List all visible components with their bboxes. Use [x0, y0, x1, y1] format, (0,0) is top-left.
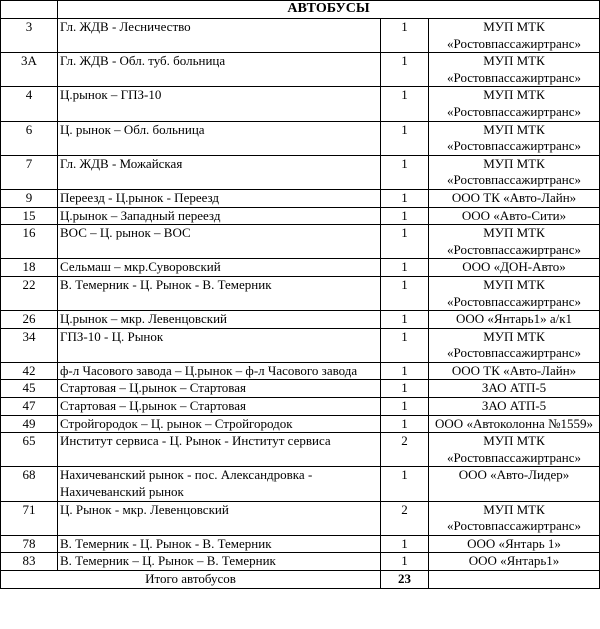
table-row: [1, 53, 600, 87]
table-row: [1, 501, 600, 535]
operator-name: МУП МТК «Ростовпассажиртранс»: [429, 121, 600, 155]
route-name: ГПЗ-10 - Ц. Рынок: [58, 328, 381, 362]
operator-name: МУП МТК «Ростовпассажиртранс»: [429, 328, 600, 362]
table-row: [1, 362, 600, 380]
route-name: Гл. ЖДВ - Можайская: [58, 155, 381, 189]
route-name: Стартовая – Ц.рынок – Стартовая: [58, 398, 381, 416]
operator-name: МУП МТК «Ростовпассажиртранс»: [429, 87, 600, 121]
table-row: [1, 415, 600, 433]
route-number: 22: [1, 276, 58, 310]
operator-name: МУП МТК «Ростовпассажиртранс»: [429, 53, 600, 87]
table-row: [1, 276, 600, 310]
route-name: Гл. ЖДВ - Лесничество: [58, 19, 381, 53]
operator-name: ООО «ДОН-Авто»: [429, 259, 600, 277]
table-row: [1, 225, 600, 259]
bus-count: 1: [381, 415, 429, 433]
table-title: АВТОБУСЫ: [58, 1, 600, 19]
bus-count: 2: [381, 433, 429, 467]
table-row: [1, 398, 600, 416]
operator-name: МУП МТК «Ростовпассажиртранс»: [429, 276, 600, 310]
route-name: Ц.рынок – Западный переезд: [58, 207, 381, 225]
bus-count: 1: [381, 259, 429, 277]
route-number: 4: [1, 87, 58, 121]
bus-count: 1: [381, 467, 429, 501]
bus-count: 1: [381, 535, 429, 553]
route-name: В. Темерник - Ц. Рынок - В. Темерник: [58, 276, 381, 310]
title-row: [1, 1, 600, 19]
table-row: [1, 155, 600, 189]
table-row: [1, 433, 600, 467]
operator-name: ООО ТК «Авто-Лайн»: [429, 189, 600, 207]
bus-count: 1: [381, 53, 429, 87]
operator-name: МУП МТК «Ростовпассажиртранс»: [429, 501, 600, 535]
operator-name: ООО «Авто-Лидер»: [429, 467, 600, 501]
operator-name: ООО «Автоколонна №1559»: [429, 415, 600, 433]
table-row: [1, 467, 600, 501]
table-row: [1, 553, 600, 571]
table-row: [1, 259, 600, 277]
bus-count: 1: [381, 276, 429, 310]
route-number: 42: [1, 362, 58, 380]
route-name: Нахичеванский рынок - пос. Александровка - Нахичеванский рынок: [58, 467, 381, 501]
total-empty-cell: [429, 571, 600, 589]
bus-count: 1: [381, 87, 429, 121]
route-name: В. Темерник - Ц. Рынок - В. Темерник: [58, 535, 381, 553]
route-number: 49: [1, 415, 58, 433]
operator-name: ООО «Янтарь 1»: [429, 535, 600, 553]
route-number: 3А: [1, 53, 58, 87]
route-number: 34: [1, 328, 58, 362]
route-number: 26: [1, 311, 58, 329]
table-row: [1, 535, 600, 553]
route-number: 71: [1, 501, 58, 535]
operator-name: МУП МТК «Ростовпассажиртранс»: [429, 19, 600, 53]
route-name: ф-л Часового завода – Ц.рынок – ф-л Часового завода: [58, 362, 381, 380]
table-row: [1, 311, 600, 329]
operator-name: ООО «Янтарь1» а/к1: [429, 311, 600, 329]
route-name: ВОС – Ц. рынок – ВОС: [58, 225, 381, 259]
bus-count: 1: [381, 398, 429, 416]
bus-count: 1: [381, 189, 429, 207]
route-number: 16: [1, 225, 58, 259]
route-name: Сельмаш – мкр.Суворовский: [58, 259, 381, 277]
table-row: [1, 87, 600, 121]
bus-count: 1: [381, 328, 429, 362]
route-number: 83: [1, 553, 58, 571]
total-label: Итого автобусов: [1, 571, 381, 589]
operator-name: МУП МТК «Ростовпассажиртранс»: [429, 225, 600, 259]
operator-name: ЗАО АТП-5: [429, 380, 600, 398]
route-name: Ц.рынок – ГПЗ-10: [58, 87, 381, 121]
bus-count: 1: [381, 380, 429, 398]
route-name: Институт сервиса - Ц. Рынок - Институт сервиса: [58, 433, 381, 467]
bus-count: 1: [381, 225, 429, 259]
route-number: 6: [1, 121, 58, 155]
route-number: 45: [1, 380, 58, 398]
route-name: Гл. ЖДВ - Обл. туб. больница: [58, 53, 381, 87]
operator-name: МУП МТК «Ростовпассажиртранс»: [429, 433, 600, 467]
total-value: 23: [381, 571, 429, 589]
route-name: Ц. рынок – Обл. больница: [58, 121, 381, 155]
route-number: 15: [1, 207, 58, 225]
bus-count: 1: [381, 207, 429, 225]
operator-name: ООО «Янтарь1»: [429, 553, 600, 571]
table-row: [1, 328, 600, 362]
operator-name: ООО ТК «Авто-Лайн»: [429, 362, 600, 380]
bus-count: 1: [381, 553, 429, 571]
bus-count: 1: [381, 155, 429, 189]
table-row: [1, 207, 600, 225]
operator-name: ООО «Авто-Сити»: [429, 207, 600, 225]
operator-name: МУП МТК «Ростовпассажиртранс»: [429, 155, 600, 189]
bus-count: 2: [381, 501, 429, 535]
route-name: Ц. Рынок - мкр. Левенцовский: [58, 501, 381, 535]
table-row: [1, 121, 600, 155]
route-number: 3: [1, 19, 58, 53]
route-name: Стройгородок – Ц. рынок – Стройгородок: [58, 415, 381, 433]
table-row: [1, 19, 600, 53]
route-name: Ц.рынок – мкр. Левенцовский: [58, 311, 381, 329]
route-name: В. Темерник – Ц. Рынок – В. Темерник: [58, 553, 381, 571]
bus-count: 1: [381, 362, 429, 380]
route-number: 78: [1, 535, 58, 553]
route-number: 7: [1, 155, 58, 189]
route-number: 18: [1, 259, 58, 277]
route-name: Переезд - Ц.рынок - Переезд: [58, 189, 381, 207]
route-number: 47: [1, 398, 58, 416]
route-number: 65: [1, 433, 58, 467]
route-number: 68: [1, 467, 58, 501]
table-row: [1, 380, 600, 398]
bus-count: 1: [381, 19, 429, 53]
bus-count: 1: [381, 311, 429, 329]
route-name: Стартовая – Ц.рынок – Стартовая: [58, 380, 381, 398]
operator-name: ЗАО АТП-5: [429, 398, 600, 416]
bus-count: 1: [381, 121, 429, 155]
table-row: [1, 189, 600, 207]
route-number: 9: [1, 189, 58, 207]
total-row: [1, 571, 600, 589]
